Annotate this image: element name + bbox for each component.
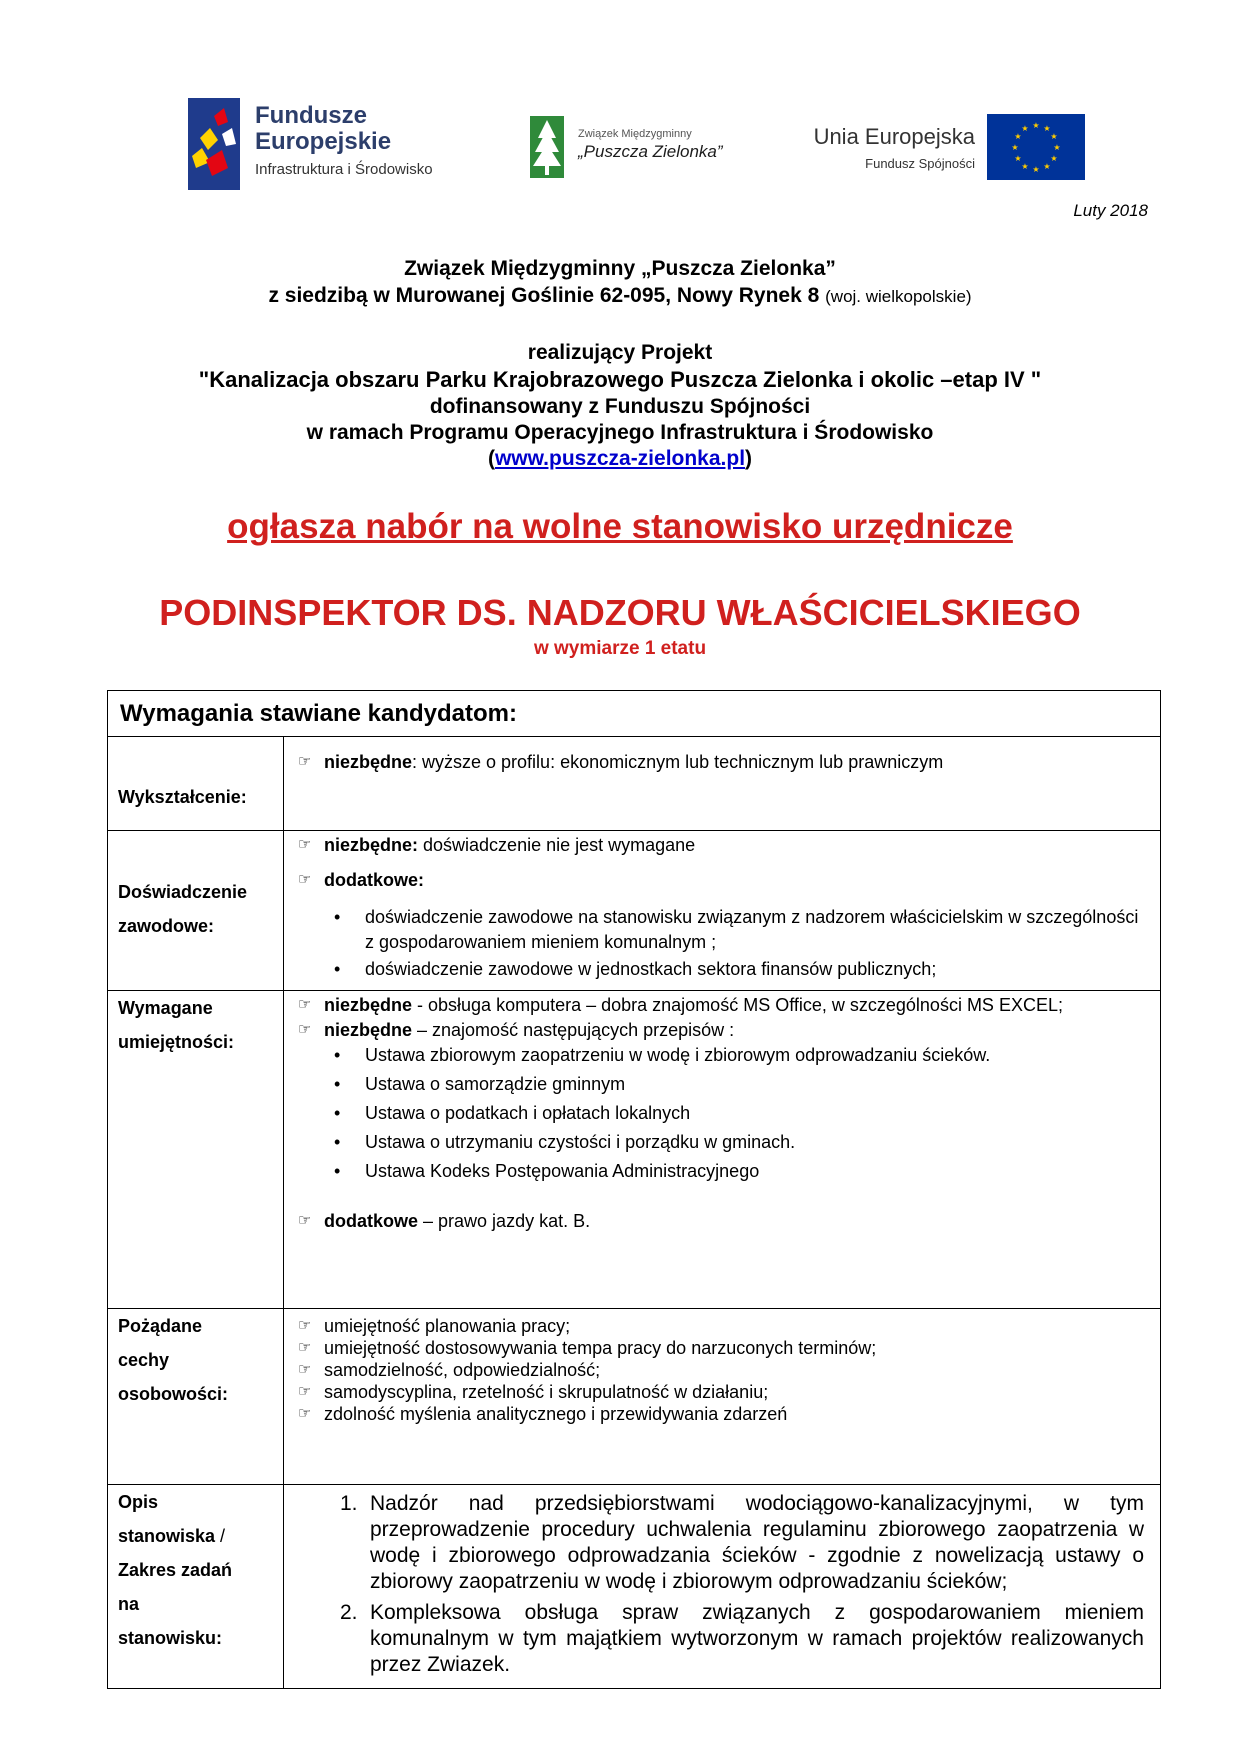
list-item: ☞ umiejętność dostosowywania tempa pracy do narzuconych terminów; (298, 1338, 877, 1358)
education-label: Wykształcenie: (108, 737, 284, 831)
website-link[interactable]: www.puszcza-zielonka.pl (494, 447, 746, 470)
list-item: • Ustawa o utrzymaniu czystości i porządku w gminach. (298, 1130, 1150, 1155)
puszcza-zielonka-text (578, 128, 723, 162)
org-address-line (80, 283, 1160, 310)
duties-label: Opis stanowiska / Zakres zadań na stanowisku: (108, 1485, 284, 1689)
pointing-hand-icon: ☞ (298, 996, 312, 1013)
skills-additional: ☞ dodatkowe – prawo jazdy kat. B. (298, 1211, 591, 1231)
list-item: • Ustawa zbiorowym zaopatrzeniu w wodę i zbiorowym odprowadzaniu ścieków. (298, 1043, 1150, 1068)
traits-content (284, 1309, 1161, 1485)
pointing-hand-icon: ☞ (298, 1405, 312, 1422)
position-title: PODINSPEKTOR DS. NADZORU WŁAŚCICIELSKIEGO (159, 592, 1081, 633)
skills-content (284, 991, 1161, 1309)
list-item: • Ustawa o samorządzie gminnym (298, 1072, 1150, 1097)
program-name: w ramach Programu Operacyjnego Infrastruktura i Środowisko (306, 421, 934, 444)
education-row (108, 737, 1161, 831)
project-name: "Kanalizacja obszaru Parku Krajobrazowego Puszcza Zielonka i okolic –etap IV " (198, 367, 1042, 392)
pointing-hand-icon: ☞ (298, 1339, 312, 1356)
svg-text:★: ★ (1021, 162, 1029, 171)
list-item: ☞ samodyscyplina, rzetelność i skrupulatność w działaniu; (298, 1382, 769, 1402)
duties-row (108, 1485, 1161, 1689)
requirements-table (107, 690, 1161, 1689)
website-line (80, 446, 1160, 472)
list-item: • Ustawa o podatkach i opłatach lokalnych (298, 1101, 1150, 1126)
european-funds-logo-icon (188, 98, 240, 190)
funding-source: dofinansowany z Funduszu Spójności (429, 395, 811, 418)
pointing-hand-icon: ☞ (298, 1317, 312, 1334)
list-item: ☞ samodzielność, odpowiedzialność; (298, 1360, 601, 1380)
duty-item: 1. Nadzór nad przedsiębiorstwami wodociągowo-kanalizacyjnymi, w tym przeprowadzenie procedury uchwalenia regulaminu zbiorowego zaopatrzenia w wodę i zbiorowego odprowadzania ścieków - zgodnie z nowelizacją ustawy o zbiorowy zaopatrzeniu w wodę i zbiorowym odprowadzaniu ścieków; (340, 1492, 1144, 1593)
fe-line1: Fundusze (255, 102, 367, 129)
website-paren-open: ( (487, 447, 495, 470)
skills-label: Wymagane umiejętności: (108, 991, 284, 1309)
svg-text:★: ★ (1053, 143, 1061, 152)
pointing-hand-icon: ☞ (298, 1021, 312, 1038)
traits-label: Pożądane cechy osobowości: (108, 1309, 284, 1485)
svg-text:★: ★ (1021, 124, 1029, 133)
position-extent: w wymiarze 1 etatu (533, 638, 707, 659)
ue-line2: Fundusz Spójności (865, 156, 975, 171)
svg-text:★: ★ (1043, 124, 1051, 133)
announcement-heading: ogłasza nabór na wolne stanowisko urzędnicze (227, 507, 1013, 546)
svg-text:★: ★ (1032, 165, 1040, 174)
document-date: Luty 2018 (1073, 201, 1148, 220)
pz-line2: „Puszcza Zielonka” (578, 142, 723, 161)
puszcza-zielonka-tree-icon (530, 116, 564, 178)
svg-text:★: ★ (1014, 132, 1022, 141)
list-item: • doświadczenie zawodowe na stanowisku związanym z nadzorem właścicielskim w szczególności z gospodarowaniem mieniem komunalnym ; (298, 905, 1150, 955)
realizing-project: realizujący Projekt (527, 341, 713, 364)
website-paren-close: ) (745, 447, 753, 470)
experience-requirement: ☞ niezbędne: doświadczenie nie jest wymagane (298, 835, 696, 855)
fe-line2: Europejskie (255, 128, 392, 155)
table-title-row (108, 691, 1161, 737)
ue-line1: Unia Europejska (813, 124, 975, 149)
education-content (284, 737, 1161, 831)
list-item: ☞ umiejętność planowania pracy; (298, 1316, 571, 1336)
svg-text:★: ★ (1014, 154, 1022, 163)
pointing-hand-icon: ☞ (298, 871, 312, 888)
list-item: • Ustawa Kodeks Postępowania Administracyjnego (298, 1159, 1150, 1184)
skills-requirement-laws: ☞ niezbędne – znajomość następujących przepisów : (298, 1020, 735, 1040)
pointing-hand-icon: ☞ (298, 1361, 312, 1378)
skills-row (108, 991, 1161, 1309)
pz-line1: Związek Międzygminny (578, 128, 692, 140)
european-funds-text (255, 104, 433, 177)
duty-item: 2. Kompleksowa obsługa spraw związanych z gospodarowaniem mieniem komunalnym w tym majątkiem wytworzonym w ramach projektów realizowanych przez Zwiazek. (340, 1601, 1144, 1676)
list-item: • doświadczenie zawodowe w jednostkach sektora finansów publicznych; (298, 957, 1150, 982)
pointing-hand-icon: ☞ (298, 753, 312, 770)
pointing-hand-icon: ☞ (298, 1383, 312, 1400)
org-name: Związek Międzygminny „Puszcza Zielonka” (404, 257, 836, 280)
experience-row (108, 831, 1161, 991)
education-requirement: ☞ niezbędne: wyższe o profilu: ekonomicznym lub technicznym lub prawniczym (298, 752, 944, 772)
fe-line3: Infrastruktura i Środowisko (255, 161, 433, 178)
svg-text:★: ★ (1050, 154, 1058, 163)
svg-text:★: ★ (1011, 143, 1019, 152)
list-item: ☞ zdolność myślenia analitycznego i przewidywania zdarzeń (298, 1404, 788, 1424)
eu-flag-icon (987, 114, 1085, 180)
requirements-title: Wymagania stawiane kandydatom: (108, 691, 1161, 737)
org-address: z siedzibą w Murowanej Goślinie 62-095, Nowy Rynek 8 (268, 284, 820, 307)
duties-content (284, 1485, 1161, 1689)
experience-additional: ☞ dodatkowe: (298, 870, 425, 890)
traits-row (108, 1309, 1161, 1485)
experience-label: Doświadczenie zawodowe: (108, 831, 284, 991)
pointing-hand-icon: ☞ (298, 1212, 312, 1229)
eu-text (793, 124, 975, 171)
svg-text:★: ★ (1043, 162, 1051, 171)
org-region: (woj. wielkopolskie) (825, 287, 972, 306)
svg-text:★: ★ (1050, 132, 1058, 141)
svg-text:★: ★ (1032, 121, 1040, 130)
pointing-hand-icon: ☞ (298, 836, 312, 853)
experience-content (284, 831, 1161, 991)
logo-bar (125, 88, 1130, 200)
skills-requirement-computer: ☞ niezbędne - obsługa komputera – dobra znajomość MS Office, w szczególności MS EXCEL; (298, 995, 1063, 1015)
